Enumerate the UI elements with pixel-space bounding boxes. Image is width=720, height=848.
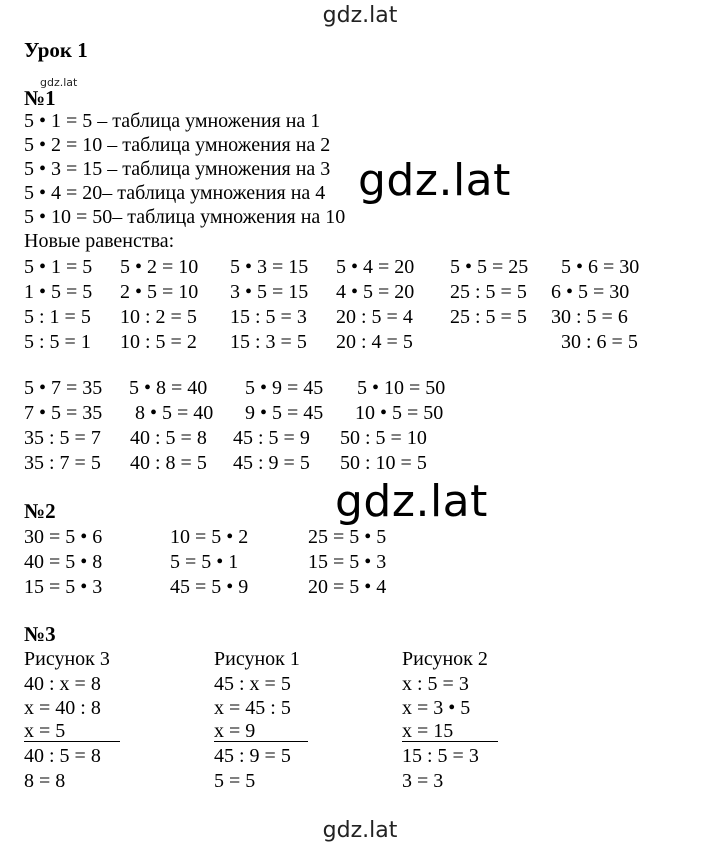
task-1-line: 5 • 1 = 5 – таблица умножения на 1 xyxy=(24,110,321,132)
equation: 5 = 5 • 1 xyxy=(170,551,239,573)
equation: 15 : 5 = 3 xyxy=(230,306,307,328)
equation: 20 = 5 • 4 xyxy=(308,576,387,598)
equation: 10 : 2 = 5 xyxy=(120,306,197,328)
task-1-subtitle: Новые равенства: xyxy=(24,230,175,252)
equation: 30 = 5 • 6 xyxy=(24,526,103,548)
equation: 5 • 3 = 15 xyxy=(230,256,309,278)
equation: 30 : 6 = 5 xyxy=(561,331,638,353)
equation: 35 : 7 = 5 xyxy=(24,452,101,474)
equation: 4 • 5 = 20 xyxy=(336,281,415,303)
equation: 10 : 5 = 2 xyxy=(120,331,197,353)
figure-header: Рисунок 3 xyxy=(24,648,110,670)
answer-underlined: x = 15 xyxy=(402,721,498,742)
equation: 40 : 8 = 5 xyxy=(130,452,207,474)
equation: 45 : x = 5 xyxy=(214,673,291,695)
equation: x = 45 : 5 xyxy=(214,697,291,719)
equation: 45 = 5 • 9 xyxy=(170,576,249,598)
equation: 5 • 7 = 35 xyxy=(24,377,103,399)
equation: 15 = 5 • 3 xyxy=(24,576,103,598)
equation: 40 = 5 • 8 xyxy=(24,551,103,573)
task-1-title: №1 xyxy=(24,86,56,110)
equation: 5 : 5 = 1 xyxy=(24,331,91,353)
equation: 3 • 5 = 15 xyxy=(230,281,309,303)
equation: 5 • 1 = 5 xyxy=(24,256,93,278)
equation: 10 = 5 • 2 xyxy=(170,526,249,548)
watermark-small: gdz.lat xyxy=(40,76,78,89)
watermark-large: gdz.lat xyxy=(358,155,511,206)
task-3-title: №3 xyxy=(24,622,56,646)
equation: 45 : 9 = 5 xyxy=(233,452,310,474)
equation: 15 = 5 • 3 xyxy=(308,551,387,573)
equation: 20 : 4 = 5 xyxy=(336,331,413,353)
equation: 2 • 5 = 10 xyxy=(120,281,199,303)
equation: 45 : 9 = 5 xyxy=(214,745,291,767)
answer xyxy=(402,720,498,743)
equation: x = 40 : 8 xyxy=(24,697,101,719)
equation: 15 : 5 = 3 xyxy=(402,745,479,767)
answer-underlined: x = 5 xyxy=(24,721,120,742)
equation: 25 = 5 • 5 xyxy=(308,526,387,548)
equation: 5 : 1 = 5 xyxy=(24,306,91,328)
watermark-bottom: gdz.lat xyxy=(322,818,398,843)
equation: 5 = 5 xyxy=(214,770,256,792)
equation: x : 5 = 3 xyxy=(402,673,469,695)
lesson-title: Урок 1 xyxy=(24,38,88,62)
equation: 5 • 5 = 25 xyxy=(450,256,529,278)
watermark-top: gdz.lat xyxy=(322,3,398,28)
equation: 25 : 5 = 5 xyxy=(450,306,527,328)
watermark-large: gdz.lat xyxy=(335,476,488,527)
equation: 40 : 5 = 8 xyxy=(130,427,207,449)
equation: 8 = 8 xyxy=(24,770,66,792)
equation: 40 : 5 = 8 xyxy=(24,745,101,767)
equation: 40 : x = 8 xyxy=(24,673,101,695)
equation: 45 : 5 = 9 xyxy=(233,427,310,449)
equation: x = 3 • 5 xyxy=(402,697,471,719)
equation: 7 • 5 = 35 xyxy=(24,402,103,424)
equation: 5 • 8 = 40 xyxy=(129,377,208,399)
answer xyxy=(24,720,120,743)
equation: 5 • 4 = 20 xyxy=(336,256,415,278)
equation: 50 : 5 = 10 xyxy=(340,427,427,449)
equation: 6 • 5 = 30 xyxy=(551,281,630,303)
equation: 30 : 5 = 6 xyxy=(551,306,628,328)
figure-header: Рисунок 1 xyxy=(214,648,300,670)
answer-underlined: x = 9 xyxy=(214,721,308,742)
equation: 50 : 10 = 5 xyxy=(340,452,427,474)
equation: 5 • 9 = 45 xyxy=(245,377,324,399)
equation: 5 • 6 = 30 xyxy=(561,256,640,278)
equation: 15 : 3 = 5 xyxy=(230,331,307,353)
equation: 20 : 5 = 4 xyxy=(336,306,413,328)
task-2-title: №2 xyxy=(24,499,56,523)
equation: 8 • 5 = 40 xyxy=(135,402,214,424)
equation: 1 • 5 = 5 xyxy=(24,281,93,303)
task-1-line: 5 • 3 = 15 – таблица умножения на 3 xyxy=(24,158,331,180)
equation: 25 : 5 = 5 xyxy=(450,281,527,303)
figure-header: Рисунок 2 xyxy=(402,648,488,670)
equation: 5 • 10 = 50 xyxy=(357,377,446,399)
equation: 3 = 3 xyxy=(402,770,444,792)
equation: 10 • 5 = 50 xyxy=(355,402,444,424)
equation: 9 • 5 = 45 xyxy=(245,402,324,424)
task-1-line: 5 • 2 = 10 – таблица умножения на 2 xyxy=(24,134,331,156)
answer xyxy=(214,720,308,743)
equation: 5 • 2 = 10 xyxy=(120,256,199,278)
equation: 35 : 5 = 7 xyxy=(24,427,101,449)
task-1-line: 5 • 4 = 20– таблица умножения на 4 xyxy=(24,182,326,204)
task-1-line: 5 • 10 = 50– таблица умножения на 10 xyxy=(24,206,346,228)
